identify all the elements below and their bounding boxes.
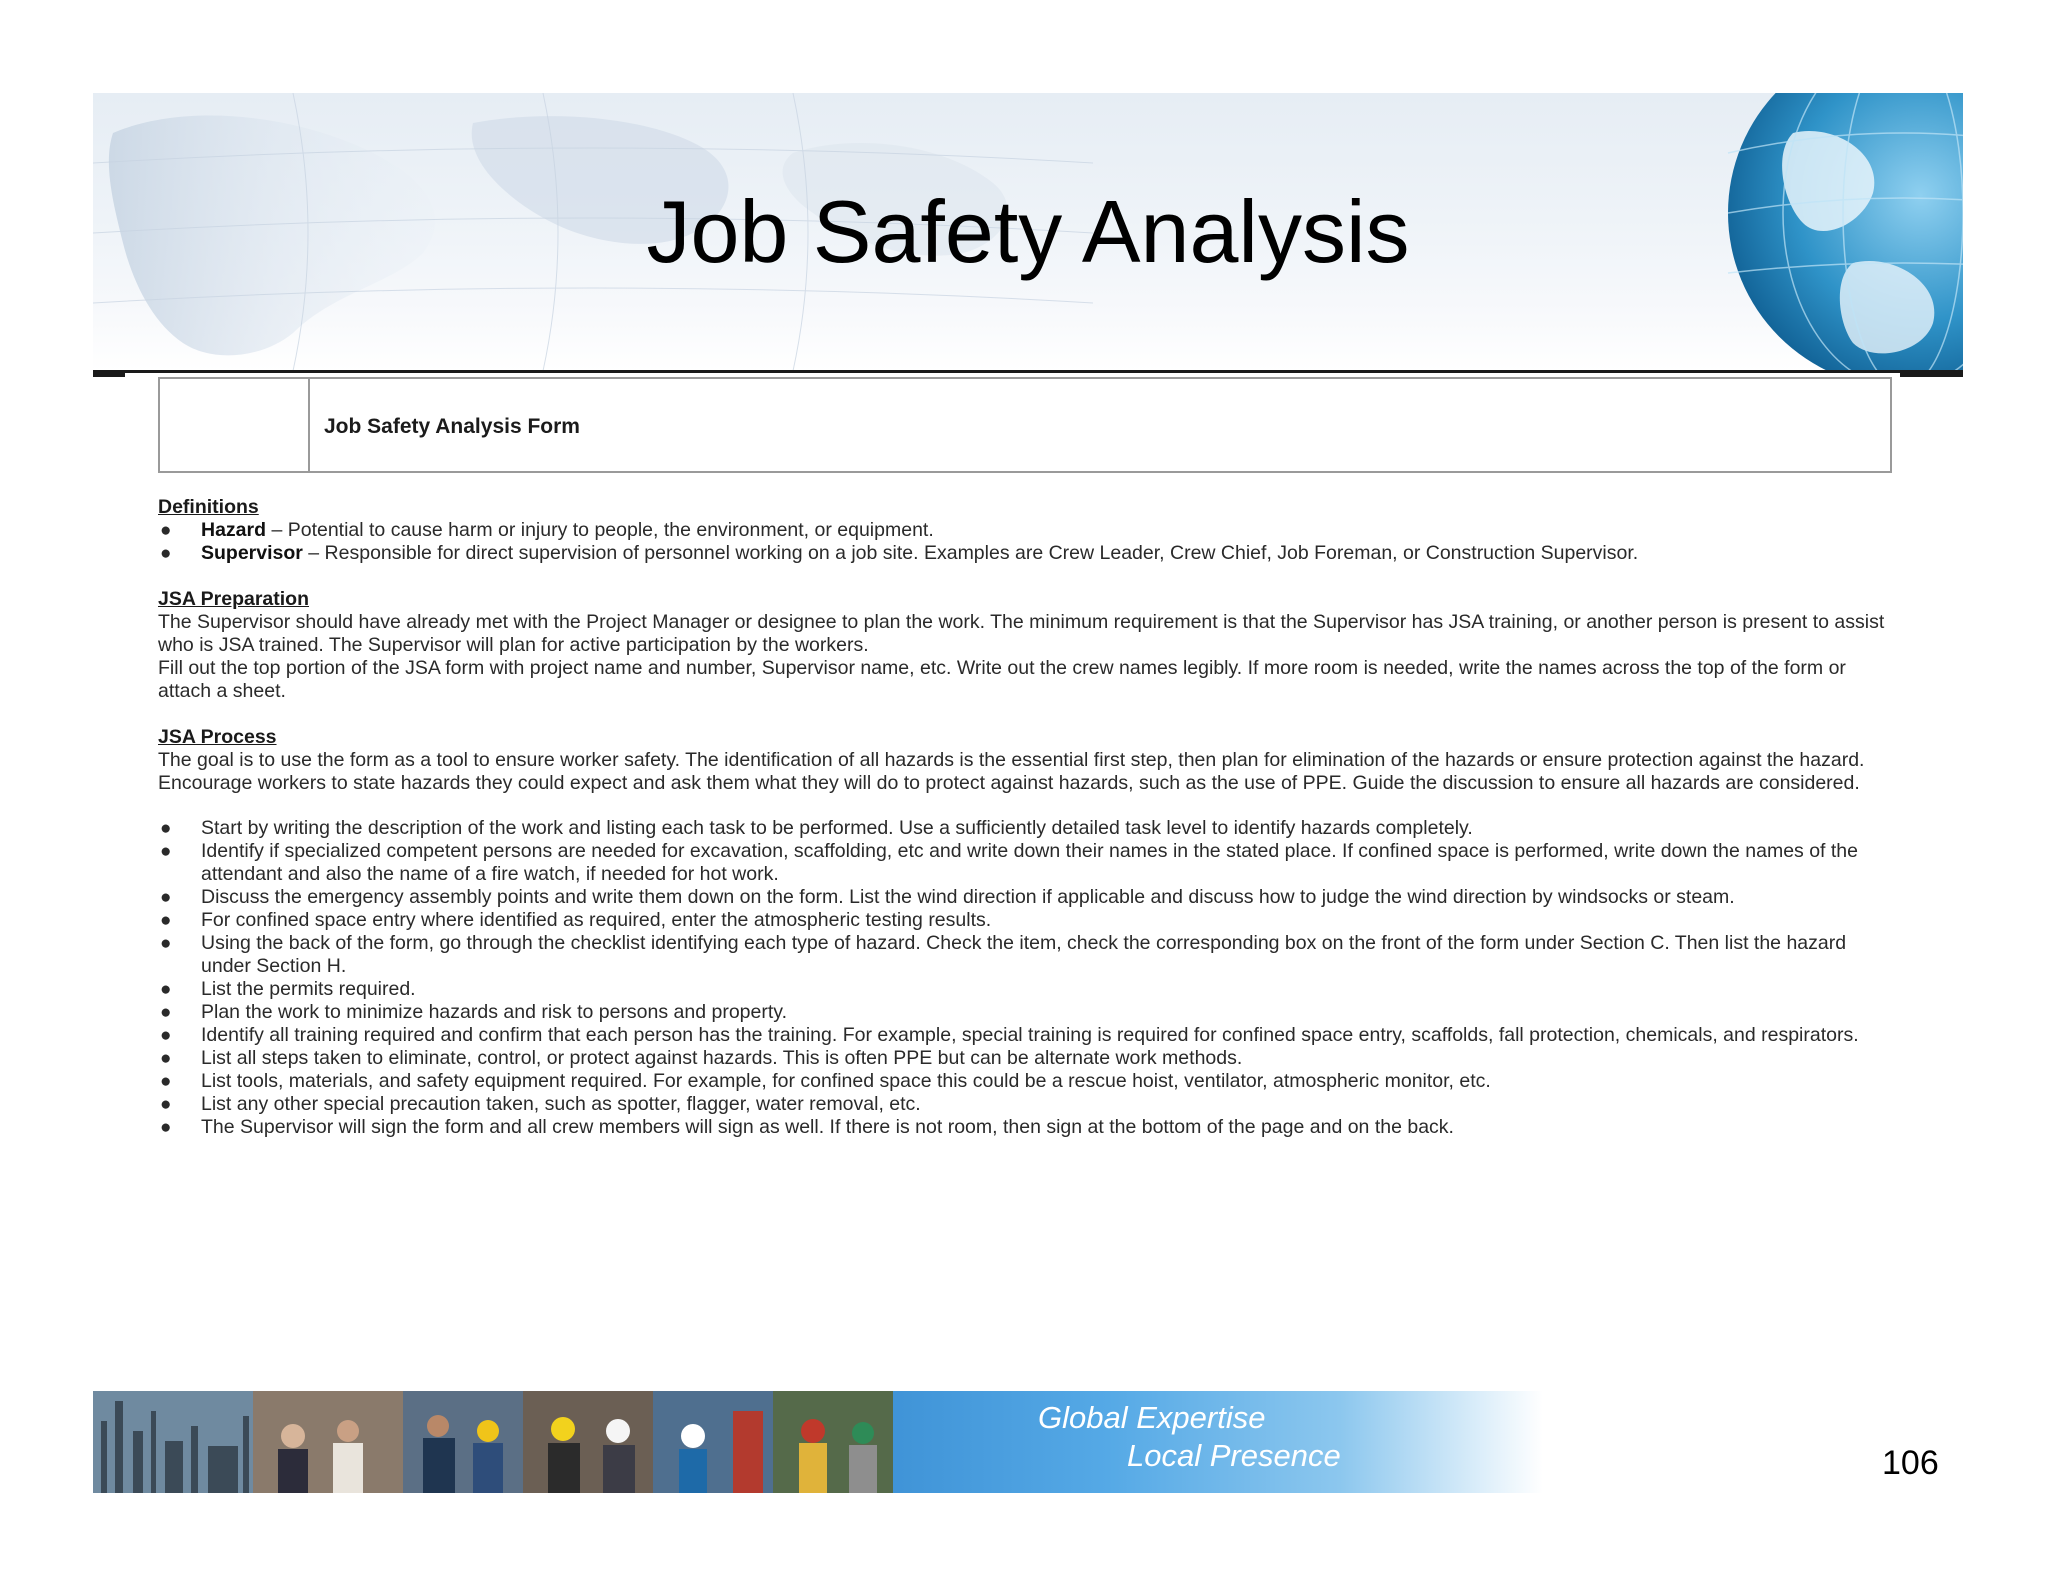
- bullet-icon: ●: [160, 1117, 172, 1138]
- process-step-text: List any other special precaution taken, such as spotter, flagger, water removal, etc.: [201, 1093, 921, 1115]
- process-step: [158, 1024, 1898, 1047]
- process-step-text: Identify all training required and confirm that each person has the training. For example, special training is required for confined space entry, scaffolds, fall protection, chemicals, and respirators.: [201, 1024, 1859, 1046]
- bullet-icon: ●: [160, 841, 172, 862]
- process-step-text: List all steps taken to eliminate, control, or protect against hazards. This is often PPE but can be alternate work methods.: [201, 1047, 1243, 1069]
- slide-title: Job Safety Analysis: [646, 182, 1410, 281]
- process-step: [158, 1116, 1898, 1139]
- process-step: [158, 978, 1898, 1001]
- process-step: [158, 840, 1898, 886]
- process-heading: JSA Process: [158, 726, 277, 748]
- bullet-icon: ●: [160, 818, 172, 839]
- header-divider-accent-right: [1900, 372, 1963, 377]
- footer-tagline-line-2: Local Presence: [1127, 1438, 1341, 1473]
- process-step-text: Discuss the emergency assembly points and write them down on the form. List the wind direction if applicable and discuss how to judge the wind direction by windsocks or steam.: [201, 886, 1735, 908]
- process-step: [158, 1047, 1898, 1070]
- header-banner: [93, 93, 1963, 371]
- footer-photo-collage: [93, 1391, 1053, 1493]
- bullet-icon: ●: [160, 933, 172, 954]
- process-step: [158, 1001, 1898, 1024]
- process-step-text: Identify if specialized competent persons are needed for excavation, scaffolding, etc and write down their names in the stated place. If confined space is performed, write down the names of the attendant and also the name of a fire watch, if needed for hot work.: [201, 840, 1858, 885]
- process-paragraph: The goal is to use the form as a tool to ensure worker safety. The identification of all hazards is the essential first step, then plan for elimination of the hazards or ensure protection against the hazard. Encourage workers to state hazards they could expect and ask them what they will do to protect against hazards, such as the use of PPE. Guide the discussion to ensure all hazards are considered.: [158, 749, 1865, 794]
- process-step-text: Plan the work to minimize hazards and risk to persons and property.: [201, 1001, 787, 1023]
- preparation-paragraph: Fill out the top portion of the JSA form with project name and number, Supervisor name, etc. Write out the crew names legibly. If more room is needed, write the names across the top of the form or attach a sheet.: [158, 657, 1846, 702]
- process-step-text: List tools, materials, and safety equipment required. For example, for confined space this could be a rescue hoist, ventilator, atmospheric monitor, etc.: [201, 1070, 1491, 1092]
- preparation-heading: JSA Preparation: [158, 588, 309, 610]
- bullet-icon: ●: [160, 1048, 172, 1069]
- bullet-icon: ●: [160, 1002, 172, 1023]
- process-step: [158, 817, 1898, 840]
- form-logo-cell: [160, 379, 310, 471]
- header-divider: [93, 370, 1963, 373]
- definition-text: – Responsible for direct supervision of personnel working on a job site. Examples are Crew Leader, Crew Chief, Job Foreman, or Construction Supervisor.: [302, 542, 1639, 564]
- footer-tagline-line-1: Global Expertise: [1038, 1400, 1266, 1435]
- bullet-icon: ●: [160, 887, 172, 908]
- process-step-text: For confined space entry where identified as required, enter the atmospheric testing results.: [201, 909, 992, 931]
- process-step-text: The Supervisor will sign the form and all crew members will sign as well. If there is not room, then sign at the bottom of the page and on the back.: [201, 1116, 1454, 1138]
- form-title: Job Safety Analysis Form: [324, 415, 580, 438]
- definition-term: Supervisor: [201, 542, 303, 564]
- bullet-icon: ●: [160, 910, 172, 931]
- definition-term: Hazard: [201, 519, 267, 541]
- definition-item: [158, 542, 1898, 565]
- bullet-icon: ●: [160, 520, 172, 541]
- process-step: [158, 886, 1898, 909]
- process-steps-list: [158, 817, 1898, 1139]
- definitions-heading: Definitions: [158, 496, 259, 518]
- process-step: [158, 1070, 1898, 1093]
- bullet-icon: ●: [160, 979, 172, 1000]
- definitions-list: [158, 519, 1898, 565]
- bullet-icon: ●: [160, 543, 172, 564]
- form-header-box: [158, 377, 1892, 473]
- bullet-icon: ●: [160, 1094, 172, 1115]
- definition-text: – Potential to cause harm or injury to people, the environment, or equipment.: [266, 519, 934, 541]
- bullet-icon: ●: [160, 1025, 172, 1046]
- header-divider-accent-left: [93, 372, 125, 377]
- document-body: [158, 496, 1898, 1139]
- preparation-paragraph: The Supervisor should have already met with the Project Manager or designee to plan the work. The minimum requirement is that the Supervisor has JSA training, or another person is present to assist who is JSA trained. The Supervisor will plan for active participation by the workers.: [158, 611, 1885, 656]
- page-number: 106: [1882, 1444, 1939, 1482]
- bullet-icon: ●: [160, 1071, 172, 1092]
- definition-item: [158, 519, 1898, 542]
- process-step: [158, 932, 1898, 978]
- process-step-text: Start by writing the description of the work and listing each task to be performed. Use a sufficiently detailed task level to identify hazards completely.: [201, 817, 1473, 839]
- process-step-text: Using the back of the form, go through the checklist identifying each type of hazard. Check the item, check the corresponding box on the front of the form under Section C. Then list the hazard under Section H.: [201, 932, 1847, 977]
- process-step-text: List the permits required.: [201, 978, 416, 1000]
- process-step: [158, 1093, 1898, 1116]
- process-step: [158, 909, 1898, 932]
